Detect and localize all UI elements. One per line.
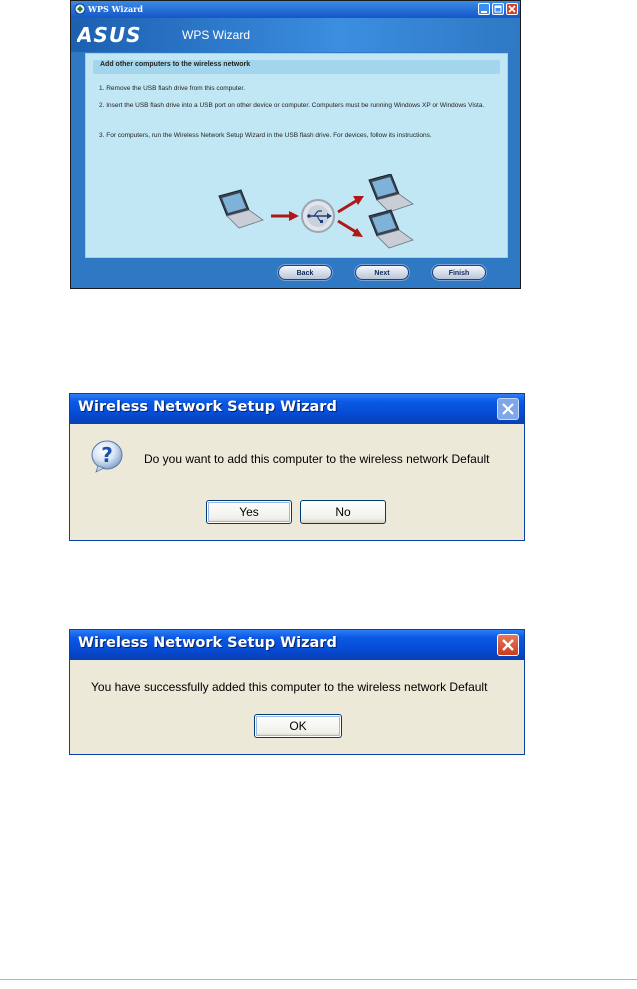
success-dialog-titlebar[interactable] [70,630,524,660]
success-message: You have successfully added this computer to the wireless network Default [91,680,488,694]
confirm-message: Do you want to add this computer to the wireless network Default [144,452,490,466]
instruction-step-1: 1. Remove the USB flash drive from this computer. [99,85,245,92]
laptop-icon [369,174,413,212]
finish-button[interactable]: Finish [432,265,486,280]
section-title: Add other computers to the wireless network [100,61,251,68]
minimize-button[interactable] [478,3,490,15]
arrow-right-icon [271,211,299,221]
laptop-icon [369,210,413,248]
asus-logo [77,25,169,45]
close-icon [498,635,518,655]
confirm-dialog [69,393,525,541]
wizard-title: WPS Wizard [182,28,251,42]
minimize-icon [479,4,489,14]
wps-wizard-window [70,0,521,289]
page-divider [0,979,637,980]
svg-text:?: ? [101,443,113,467]
svg-text:ASUS: ASUS [77,25,142,45]
success-dialog-title: Wireless Network Setup Wizard [78,635,337,651]
usb-transfer-illustration [211,174,421,254]
ok-button[interactable]: OK [254,714,342,738]
back-button[interactable]: Back [278,265,332,280]
close-button-disabled [497,398,519,420]
close-button[interactable] [497,634,519,656]
confirm-dialog-title: Wireless Network Setup Wizard [78,399,337,415]
app-icon [74,3,86,15]
instruction-step-2: 2. Insert the USB flash drive into a USB port on other device or computer. Computers must be running Windows XP or Windows Vista. [99,102,485,109]
section-header [93,60,500,74]
laptop-icon [219,190,263,228]
wps-title-text: WPS Wizard [88,4,143,14]
maximize-button[interactable] [492,3,504,15]
confirm-dialog-titlebar[interactable] [70,394,524,424]
wps-titlebar[interactable] [71,1,520,18]
arrow-down-right-icon [338,221,363,237]
close-button[interactable] [506,3,518,15]
instruction-step-3: 3. For computers, run the Wireless Network Setup Wizard in the USB flash drive. For devices, follow its instructions. [99,132,432,139]
close-icon [507,4,517,14]
close-icon [498,399,518,419]
content-panel [85,53,508,258]
no-button[interactable]: No [300,500,386,524]
yes-button[interactable]: Yes [206,500,292,524]
wps-header [71,18,520,52]
success-dialog [69,629,525,755]
arrow-up-right-icon [338,196,364,212]
next-button[interactable]: Next [355,265,409,280]
usb-icon [302,200,334,232]
maximize-icon [493,4,503,14]
question-icon [90,439,124,473]
